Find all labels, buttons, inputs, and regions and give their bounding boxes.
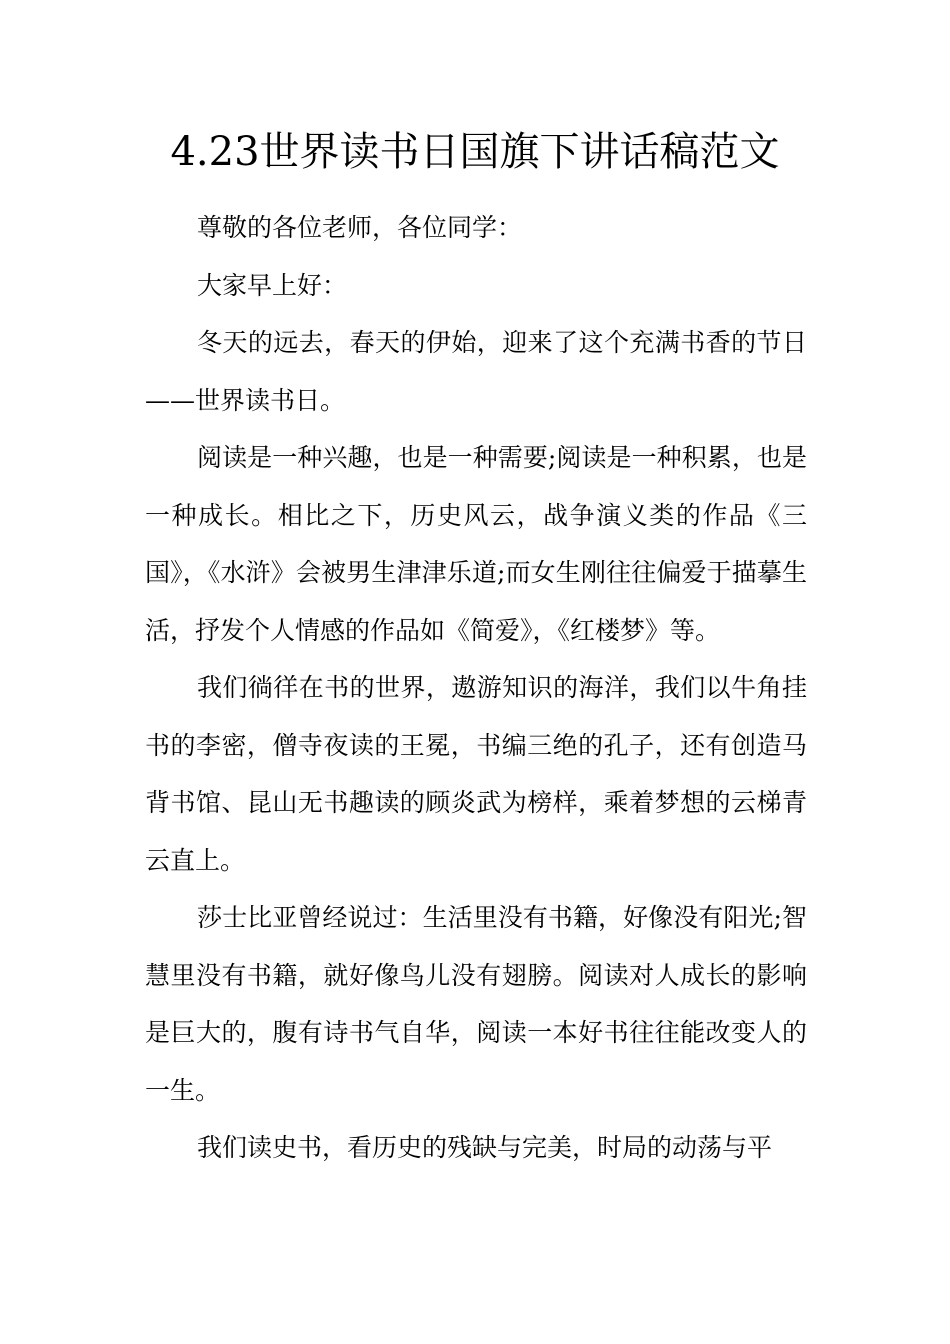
greeting-paragraph: 尊敬的各位老师，各位同学： [197,213,523,242]
body-paragraph: 冬天的远去，春天的伊始，迎来了这个充满书香的节日——世界读书日。 [145,328,807,415]
body-paragraph: 我们徜徉在书的世界，遨游知识的海洋，我们以牛角挂书的李密，僧寺夜读的王冕，书编三绝的孔子，还有创造马背书馆、昆山无书趣读的顾炎武为榜样，乘着梦想的云梯青云直上。 [145,673,807,875]
salutation-paragraph: 大家早上好： [197,270,348,300]
body-paragraph: 莎士比亚曾经说过：生活里没有书籍，好像没有阳光;智慧里没有书籍，就好像鸟儿没有翅膀。阅读对人成长的影响是巨大的，腹有诗书气自华，阅读一本好书往往能改变人的一生。 [145,903,807,1105]
document-body [145,199,807,1177]
document-title: 4.23世界读书日国旗下讲话稿范文 [170,129,780,175]
body-paragraph: 我们读史书，看历史的残缺与完美，时局的动荡与平 [197,1133,773,1162]
body-paragraph: 阅读是一种兴趣，也是一种需要;阅读是一种积累，也是一种成长。相比之下，历史风云，战争演义类的作品《三国》，《水浒》会被男生津津乐道;而女生刚往往偏爱于描摹生活，抒发个人情感的作品如《简爱》，《红楼梦》等。 [145,443,807,645]
